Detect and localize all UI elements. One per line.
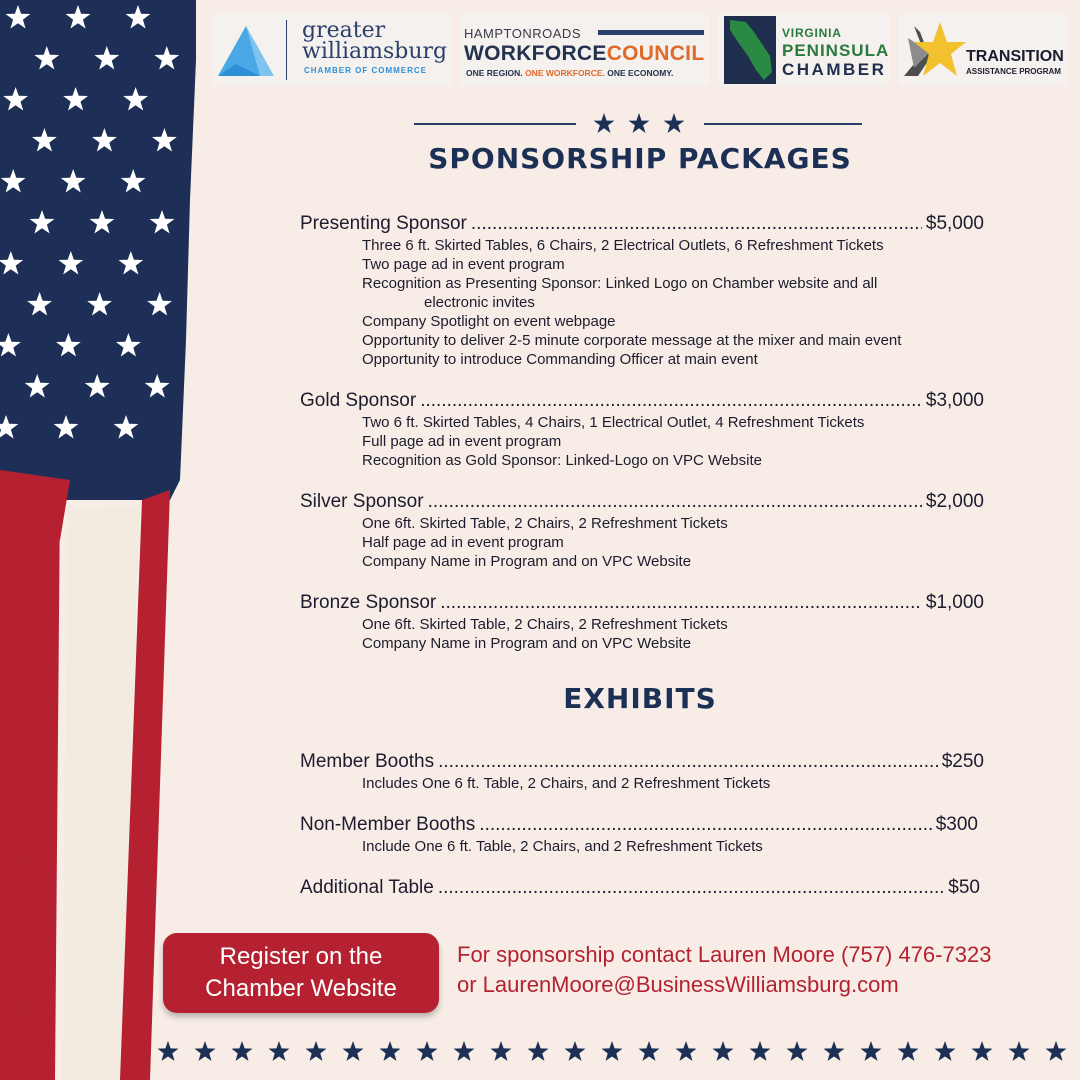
exhibit-price: $50 (948, 877, 980, 898)
package-benefits (300, 413, 984, 470)
leader-dots (471, 212, 922, 236)
benefit-item: Half page ad in event program (362, 534, 564, 551)
contact-email[interactable]: or LaurenMoore@BusinessWilliamsburg.com (457, 972, 899, 997)
border-star-icon (935, 1041, 956, 1061)
border-star-icon (713, 1041, 734, 1061)
border-star-icon (861, 1041, 882, 1061)
benefit-item: Company Spotlight on event webpage (362, 313, 616, 330)
exhibit-name: Additional Table (300, 877, 434, 898)
border-star-icon (639, 1041, 660, 1061)
package-name: Gold Sponsor (300, 390, 417, 411)
benefit-item: Company Name in Program and on VPC Website (362, 553, 692, 570)
benefit-item: Company Name in Program and on VPC Website (362, 635, 692, 652)
package-header (300, 591, 984, 615)
leader-dots (479, 813, 931, 837)
logo-tagline: ONE REGION. ONE WORKFORCE. ONE ECONOMY. (466, 68, 674, 78)
border-star-icon (1046, 1041, 1067, 1061)
benefit-item: Opportunity to introduce Commanding Officer at main event (362, 351, 758, 368)
border-star-icon (1009, 1041, 1030, 1061)
bottom-star-border (156, 1040, 1068, 1064)
exhibit-header (300, 750, 984, 774)
border-star-icon (232, 1041, 253, 1061)
package-header (300, 389, 984, 413)
logo-text: HAMPTONROADS (464, 26, 581, 41)
benefit-item: Three 6 ft. Skirted Tables, 6 Chairs, 2 Electrical Outlets, 6 Refreshment Tickets (362, 237, 884, 254)
star-icon (900, 18, 966, 82)
exhibit-header (300, 876, 980, 900)
package-name: Silver Sponsor (300, 491, 424, 512)
exhibits-title: EXHIBITS (563, 682, 717, 715)
exhibit-details (300, 837, 978, 856)
exhibit-item: Includes One 6 ft. Table, 2 Chairs, and 2 Refreshment Tickets (362, 775, 771, 792)
border-star-icon (972, 1041, 993, 1061)
divider-line (414, 123, 576, 125)
logo-text: PENINSULA (782, 41, 890, 60)
border-star-icon (602, 1041, 623, 1061)
package-bronze (300, 591, 984, 653)
exhibit-name: Member Booths (300, 751, 435, 772)
contact-line: For sponsorship contact Lauren Moore (757) 476-7323 (457, 942, 992, 967)
exhibit-item: Include One 6 ft. Table, 2 Chairs, and 2 Refreshment Tickets (362, 838, 763, 855)
package-name: Presenting Sponsor (300, 213, 467, 234)
border-star-icon (417, 1041, 438, 1061)
leader-dots (420, 389, 922, 413)
peninsula-map-icon (724, 16, 776, 84)
border-star-icon (528, 1041, 549, 1061)
logo-text: greater (302, 18, 386, 43)
sponsorship-contact (457, 940, 991, 1000)
logo-text: WORKFORCECOUNCIL (464, 42, 705, 65)
border-star-icon (676, 1041, 697, 1061)
border-star-icon (491, 1041, 512, 1061)
border-star-icon (158, 1041, 179, 1061)
leader-dots (428, 490, 922, 514)
leader-dots (438, 750, 938, 774)
benefit-item: One 6ft. Skirted Table, 2 Chairs, 2 Refreshment Tickets (362, 616, 728, 633)
package-benefits (300, 615, 984, 653)
package-presenting (300, 212, 984, 369)
triangle-icon (216, 24, 276, 78)
leader-dots (440, 591, 922, 615)
logo-text: TRANSITION (966, 48, 1064, 65)
border-star-icon (195, 1041, 216, 1061)
package-benefits (300, 236, 984, 369)
logo-text: VIRGINIA (782, 26, 842, 40)
border-star-icon (269, 1041, 290, 1061)
hampton-roads-workforce-council-logo (460, 14, 710, 86)
register-button-label: Register on the (219, 943, 383, 970)
exhibit-price: $300 (935, 814, 978, 835)
transition-assistance-program-logo (898, 14, 1068, 86)
package-benefits (300, 514, 984, 571)
exhibit-name: Non-Member Booths (300, 814, 476, 835)
package-header (300, 212, 984, 236)
benefit-item: Opportunity to deliver 2-5 minute corporate message at the mixer and main event (362, 332, 902, 349)
exhibit-member-booths (300, 750, 984, 793)
benefit-item: Recognition as Presenting Sponsor: Linked Logo on Chamber website and all (362, 275, 878, 292)
package-header (300, 490, 984, 514)
border-star-icon (824, 1041, 845, 1061)
exhibit-price: $250 (941, 751, 984, 772)
benefit-item: Full page ad in event program (362, 433, 562, 450)
package-price: $3,000 (925, 390, 984, 411)
border-star-icon (454, 1041, 475, 1061)
package-name: Bronze Sponsor (300, 592, 437, 613)
leader-dots (438, 876, 944, 900)
benefit-item: Two 6 ft. Skirted Tables, 4 Chairs, 1 Electrical Outlet, 4 Refreshment Tickets (362, 414, 865, 431)
register-button[interactable] (163, 933, 439, 1013)
border-star-icon (787, 1041, 808, 1061)
benefit-item: One 6ft. Skirted Table, 2 Chairs, 2 Refreshment Tickets (362, 515, 728, 532)
exhibit-details (300, 774, 984, 793)
exhibit-header (300, 813, 978, 837)
divider-line (704, 123, 862, 125)
logo-separator (286, 20, 287, 80)
logo-text: williamsburg (302, 39, 448, 64)
exhibit-additional-table (300, 876, 980, 900)
american-flag-graphic (0, 0, 200, 1080)
logo-subtext: ASSISTANCE PROGRAM (966, 67, 1061, 76)
border-star-icon (343, 1041, 364, 1061)
border-star-icon (750, 1041, 771, 1061)
register-button-label: Chamber Website (205, 975, 397, 1002)
sponsorship-title: SPONSORSHIP PACKAGES (428, 142, 852, 175)
benefit-item: electronic invites (424, 294, 535, 311)
benefit-item: Two page ad in event program (362, 256, 565, 273)
border-star-icon (306, 1041, 327, 1061)
package-silver (300, 490, 984, 571)
three-stars-icon (592, 112, 686, 136)
package-price: $2,000 (925, 491, 984, 512)
package-price: $1,000 (925, 592, 984, 613)
sponsor-logos (212, 14, 1068, 90)
border-star-icon (380, 1041, 401, 1061)
title-divider (414, 112, 864, 136)
logo-text: CHAMBER (782, 60, 887, 79)
logo-bar (598, 30, 704, 35)
border-star-icon (565, 1041, 586, 1061)
package-price: $5,000 (925, 213, 984, 234)
logo-subtext: CHAMBER OF COMMERCE (304, 66, 427, 75)
package-gold (300, 389, 984, 470)
border-star-icon (898, 1041, 919, 1061)
exhibit-non-member-booths (300, 813, 978, 856)
greater-williamsburg-logo (212, 14, 452, 86)
virginia-peninsula-chamber-logo (718, 14, 890, 86)
benefit-item: Recognition as Gold Sponsor: Linked-Logo on VPC Website (362, 452, 762, 469)
